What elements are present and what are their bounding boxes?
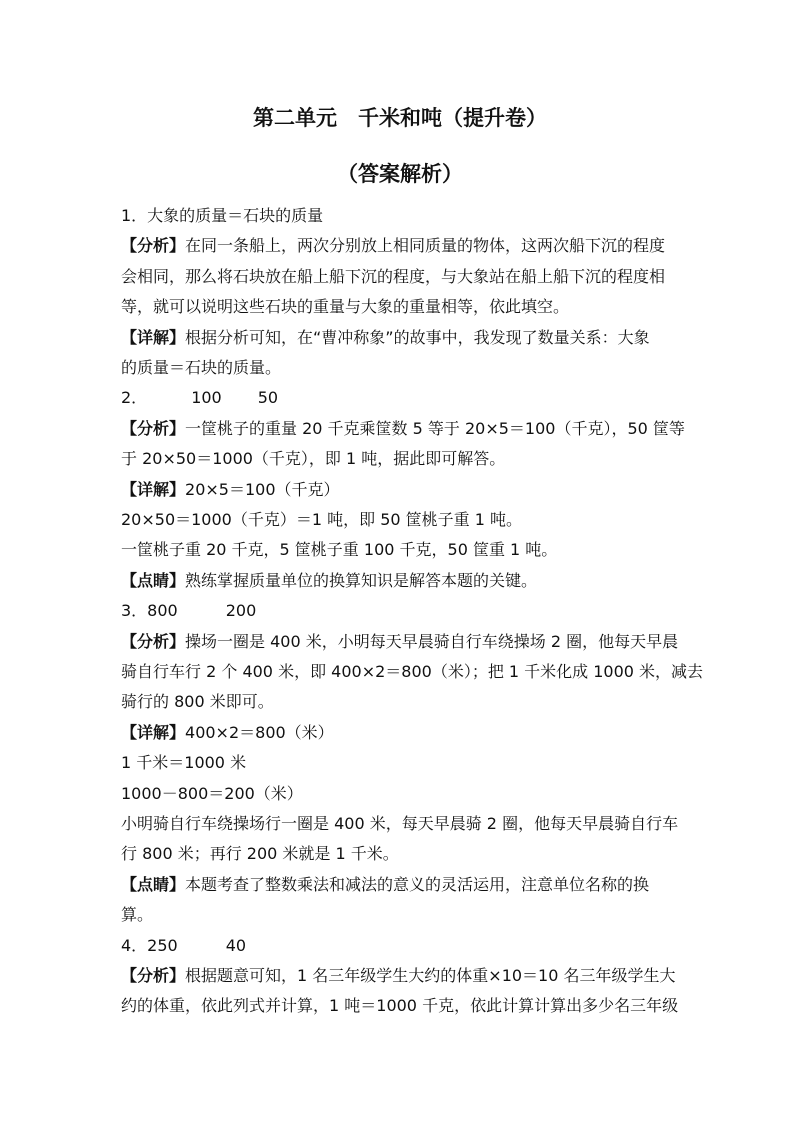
line-text: 1000－800＝200（米） <box>121 783 303 803</box>
text-line <box>121 965 676 987</box>
text-line <box>121 874 649 896</box>
line-text: 1 千米＝1000 米 <box>121 753 247 773</box>
line-text: 骑行的 800 米即可。 <box>121 692 274 712</box>
text-line <box>121 995 678 1017</box>
line-text: 一筐桃子重 20 千克，5 筐桃子重 100 千克，50 筐重 1 吨。 <box>121 540 558 560</box>
line-text: 根据分析可知，在“曹冲称象”的故事中，我发现了数量关系：大象 <box>185 327 650 347</box>
section-label: 【分析】 <box>121 236 186 256</box>
section-label: 【分析】 <box>121 631 186 651</box>
section-label: 【详解】 <box>121 722 186 742</box>
line-text: 的质量＝石块的质量。 <box>121 358 282 377</box>
text-line <box>121 570 537 592</box>
text-line <box>121 631 678 653</box>
line-text: 熟练掌握质量单位的换算知识是解答本题的关键。 <box>185 570 538 590</box>
line-text: 100 <box>191 388 222 408</box>
text-line <box>121 600 256 622</box>
line-text: 一筐桃子的重量 20 千克乘筐数 5 等于 20×5＝100（千克），50 筐等 <box>185 418 685 438</box>
line-text: 约的体重，依此列式并计算，1 吨＝1000 千克，依此计算计算出多少名三年级 <box>121 996 679 1016</box>
text-line <box>121 387 278 409</box>
text-line <box>121 783 303 805</box>
text-line <box>121 296 569 318</box>
section-label: 【详解】 <box>121 327 186 347</box>
section-label: 【分析】 <box>121 418 186 438</box>
text-line <box>121 448 505 470</box>
section-label: 【点睛】 <box>121 570 186 590</box>
line-text: 等，就可以说明这些石块的重量与大象的重量相等，依此填空。 <box>121 297 570 317</box>
section-label: 【详解】 <box>121 479 186 499</box>
line-text: 行 800 米；再行 200 米就是 1 千米。 <box>121 844 399 864</box>
text-line <box>121 266 665 288</box>
text-line <box>121 843 399 865</box>
text-line <box>121 935 246 957</box>
line-text: 小明骑自行车绕操场行一圈是 400 米，每天早晨骑 2 圈，他每天早晨骑自行车 <box>121 814 679 833</box>
section-label: 【分析】 <box>121 966 186 985</box>
text-line <box>121 205 323 227</box>
text-line <box>121 235 665 257</box>
text-line <box>121 661 703 683</box>
text-line <box>121 418 685 440</box>
line-text: 400×2＝800（米） <box>185 722 334 742</box>
line-text: 40 <box>225 935 247 955</box>
text-line <box>121 509 522 531</box>
text-line <box>121 357 281 379</box>
text-line <box>121 327 650 349</box>
line-text: 骑自行车行 2 个 400 米，即 400×2＝800（米）；把 1 千米化成 1000 米，减去 <box>121 662 704 681</box>
line-text: 20×5＝100（千克） <box>185 479 340 499</box>
page-title: 第二单元 千米和吨（提升卷） <box>253 106 547 130</box>
line-text: 本题考查了整数乘法和减法的意义的灵活运用，注意单位名称的换 <box>185 874 650 894</box>
text-line <box>121 722 334 744</box>
text-line <box>121 813 678 835</box>
line-text: 操场一圈是 400 米，小明每天早晨骑自行车绕操场 2 圈，他每天早晨 <box>185 631 679 651</box>
text-line <box>121 539 557 561</box>
line-text: 1．大象的质量＝石块的质量 <box>121 206 324 225</box>
text-line <box>121 752 246 774</box>
line-text: 4．250 <box>121 935 178 955</box>
line-text: 50 <box>257 388 279 408</box>
line-text: 20×50＝1000（千克）＝1 吨，即 50 筐桃子重 1 吨。 <box>121 510 522 529</box>
line-text: 算。 <box>121 905 154 925</box>
line-text: 在同一条船上，两次分别放上相同质量的物体，这两次船下沉的程度 <box>185 236 666 256</box>
text-line <box>121 691 274 713</box>
line-text: 3．800 <box>121 601 178 621</box>
text-line <box>121 479 340 501</box>
section-label: 【点睛】 <box>121 874 186 894</box>
line-text: 会相同，那么将石块放在船上船下沉的程度，与大象站在船上船下沉的程度相 <box>121 266 666 286</box>
line-text: 200 <box>225 601 257 621</box>
line-text: 于 20×50＝1000（千克），即 1 吨，据此即可解答。 <box>121 449 506 469</box>
text-line <box>121 904 153 926</box>
line-text: 根据题意可知，1 名三年级学生大约的体重×10＝10 名三年级学生大 <box>185 966 676 985</box>
line-text: 2． <box>121 388 148 408</box>
page-subtitle: （答案解析） <box>337 162 463 186</box>
